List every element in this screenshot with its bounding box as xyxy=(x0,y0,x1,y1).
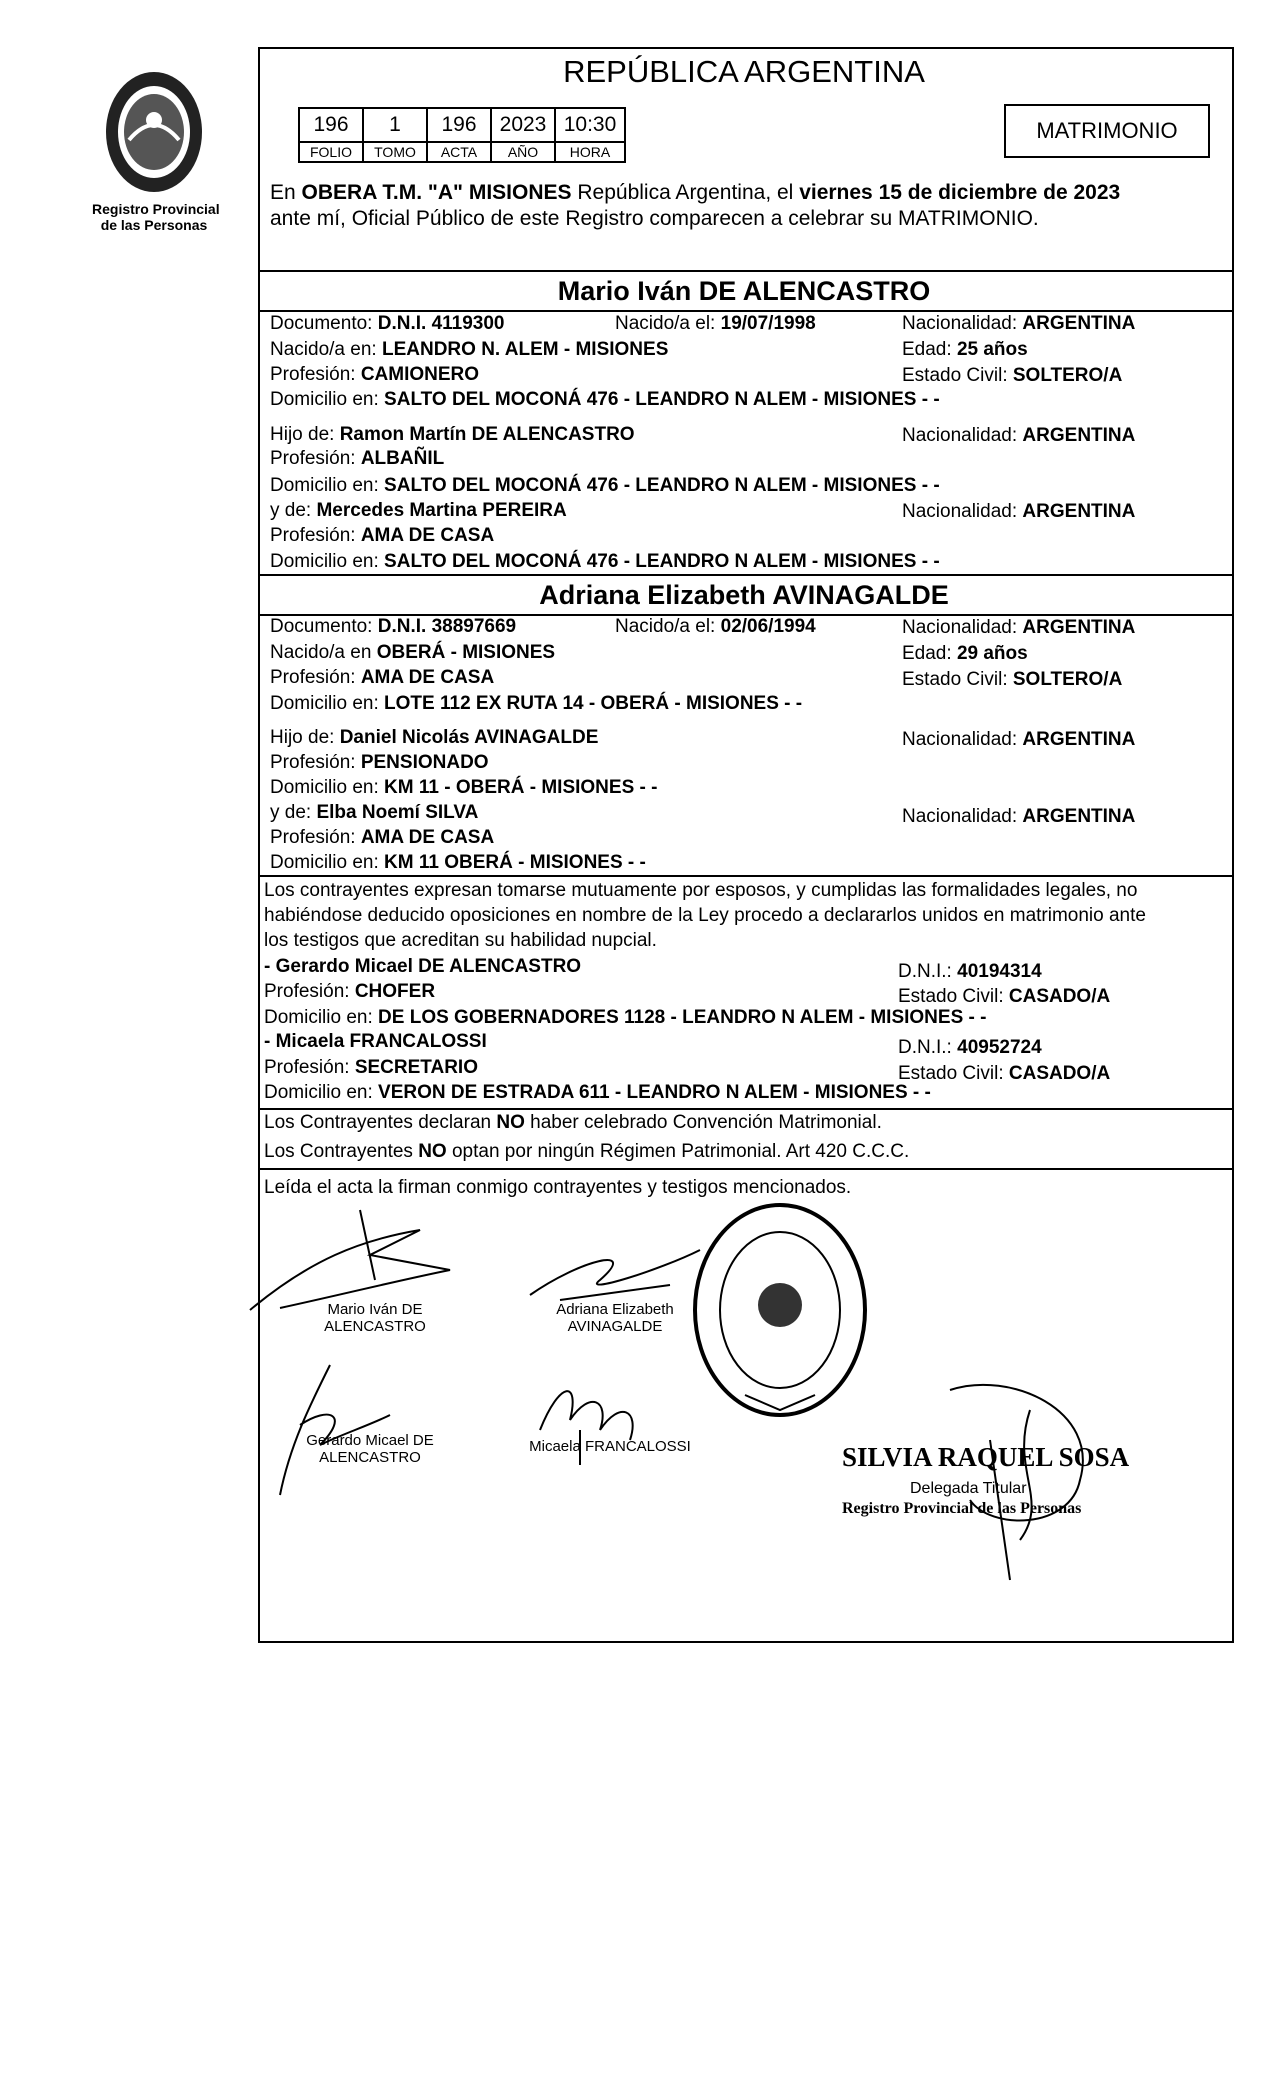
groom-age: Edad: 25 años xyxy=(902,339,1028,360)
groom-birthdate: Nacido/a el: 19/07/1998 xyxy=(615,313,816,334)
groom-mother-profession: Profesión: AMA DE CASA xyxy=(270,525,495,546)
groom-father-address: Domicilio en: SALTO DEL MOCONÁ 476 - LEANDRO N ALEM - MISIONES - - xyxy=(270,475,940,496)
intro-line-1: En OBERA T.M. "A" MISIONES República Argentina, el viernes 15 de diciembre de 2023 xyxy=(270,181,1121,204)
bride-document: Documento: D.N.I. 38897669 xyxy=(270,616,517,637)
registry-table xyxy=(298,107,626,163)
bride-address: Domicilio en: LOTE 112 EX RUTA 14 - OBERÁ - MISIONES - - xyxy=(270,693,803,714)
tomo-label: TOMO xyxy=(363,142,427,162)
folio-label: FOLIO xyxy=(299,142,363,162)
bride-profession: Profesión: AMA DE CASA xyxy=(270,667,495,688)
declaration-line-1: Los contrayentes expresan tomarse mutuamente por esposos, y cumplidas las formalidades legales, no xyxy=(264,880,1138,901)
witness-2-profession: Profesión: SECRETARIO xyxy=(264,1057,478,1078)
witness-2-address: Domicilio en: VERON DE ESTRADA 611 - LEANDRO N ALEM - MISIONES - - xyxy=(264,1082,931,1103)
official-name: SILVIA RAQUEL SOSA xyxy=(842,1442,1130,1472)
groom-father-nationality: Nacionalidad: ARGENTINA xyxy=(902,425,1136,446)
bride-father-nationality: Nacionalidad: ARGENTINA xyxy=(902,729,1136,750)
witness-1-address: Domicilio en: DE LOS GOBERNADORES 1128 - LEANDRO N ALEM - MISIONES - - xyxy=(264,1007,987,1028)
bride-nationality: Nacionalidad: ARGENTINA xyxy=(902,617,1136,638)
regime-line-1: Los Contrayentes declaran NO haber celebrado Convención Matrimonial. xyxy=(264,1112,882,1133)
bride-age: Edad: 29 años xyxy=(902,643,1028,664)
acta-label: ACTA xyxy=(427,142,491,162)
bride-birthdate: Nacido/a el: 02/06/1994 xyxy=(615,616,816,637)
groom-address: Domicilio en: SALTO DEL MOCONÁ 476 - LEANDRO N ALEM - MISIONES - - xyxy=(270,389,940,410)
hora-label: HORA xyxy=(555,142,625,162)
acta-value: 196 xyxy=(427,108,491,142)
bride-mother-profession: Profesión: AMA DE CASA xyxy=(270,827,495,848)
witness-2-name: - Micaela FRANCALOSSI xyxy=(264,1031,487,1052)
groom-name: Mario Iván DE ALENCASTRO xyxy=(557,276,931,306)
top-rule xyxy=(258,47,1232,49)
bride-birthplace: Nacido/a en OBERÁ - MISIONES xyxy=(270,642,556,663)
witness-1-civil-status: Estado Civil: CASADO/A xyxy=(898,986,1111,1007)
groom-nationality: Nacionalidad: ARGENTINA xyxy=(902,313,1136,334)
witness-2-signature-label: Micaela FRANCALOSSI xyxy=(529,1438,691,1455)
groom-birthplace: Nacido/a en: LEANDRO N. ALEM - MISIONES xyxy=(270,339,669,360)
groom-mother: y de: Mercedes Martina PEREIRA xyxy=(270,500,567,521)
groom-signature-label: Mario Iván DE ALENCASTRO xyxy=(324,1301,426,1335)
bride-mother-nationality: Nacionalidad: ARGENTINA xyxy=(902,806,1136,827)
bride-father: Hijo de: Daniel Nicolás AVINAGALDE xyxy=(270,727,599,748)
official-office: Registro Provincial de las Personas xyxy=(842,1500,1082,1517)
witness-1-name: - Gerardo Micael DE ALENCASTRO xyxy=(264,956,582,977)
bride-father-profession: Profesión: PENSIONADO xyxy=(270,752,489,773)
bride-name: Adriana Elizabeth AVINAGALDE xyxy=(539,580,949,610)
hora-value: 10:30 xyxy=(555,108,625,142)
groom-father-profession: Profesión: ALBAÑIL xyxy=(270,448,445,469)
witness-1-profession: Profesión: CHOFER xyxy=(264,981,436,1002)
groom-mother-address: Domicilio en: SALTO DEL MOCONÁ 476 - LEANDRO N ALEM - MISIONES - - xyxy=(270,551,940,572)
bride-signature-label: Adriana Elizabeth AVINAGALDE xyxy=(556,1301,674,1335)
bride-mother: y de: Elba Noemí SILVA xyxy=(270,802,479,823)
groom-mother-nationality: Nacionalidad: ARGENTINA xyxy=(902,501,1136,522)
act-type-box: MATRIMONIO xyxy=(1004,104,1210,158)
witness-2-civil-status: Estado Civil: CASADO/A xyxy=(898,1063,1111,1084)
declaration-line-3: los testigos que acreditan su habilidad nupcial. xyxy=(264,930,657,951)
witness-1-dni: D.N.I.: 40194314 xyxy=(898,961,1042,982)
bride-civil-status: Estado Civil: SOLTERO/A xyxy=(902,669,1123,690)
folio-value: 196 xyxy=(299,108,363,142)
country-title: REPÚBLICA ARGENTINA xyxy=(563,54,925,89)
tomo-value: 1 xyxy=(363,108,427,142)
witness-1-signature-label: Gerardo Micael DE ALENCASTRO xyxy=(306,1432,434,1466)
groom-civil-status: Estado Civil: SOLTERO/A xyxy=(902,365,1123,386)
declaration-line-2: habiéndose deducido oposiciones en nombre de la Ley procedo a declararlos unidos en matrimonio ante xyxy=(264,905,1146,926)
groom-document: Documento: D.N.I. 4119300 xyxy=(270,313,505,334)
witness-2-dni: D.N.I.: 40952724 xyxy=(898,1037,1042,1058)
registry-stamp xyxy=(685,1195,875,1425)
bride-father-address: Domicilio en: KM 11 - OBERÁ - MISIONES - - xyxy=(270,777,658,798)
intro-line-2: ante mí, Oficial Público de este Registro comparecen a celebrar su MATRIMONIO. xyxy=(270,207,1039,230)
anio-value: 2023 xyxy=(491,108,555,142)
anio-label: AÑO xyxy=(491,142,555,162)
logo-label: Registro Provincial de las Personas xyxy=(92,201,220,233)
groom-father: Hijo de: Ramon Martín DE ALENCASTRO xyxy=(270,424,635,445)
official-title: Delegada Titular xyxy=(910,1480,1027,1497)
province-seal-logo xyxy=(104,70,204,195)
bride-mother-address: Domicilio en: KM 11 OBERÁ - MISIONES - - xyxy=(270,852,646,873)
groom-profession: Profesión: CAMIONERO xyxy=(270,364,480,385)
regime-line-2: Los Contrayentes NO optan por ningún Régimen Patrimonial. Art 420 C.C.C. xyxy=(264,1141,910,1162)
closing-text: Leída el acta la firman conmigo contrayentes y testigos mencionados. xyxy=(264,1177,852,1198)
